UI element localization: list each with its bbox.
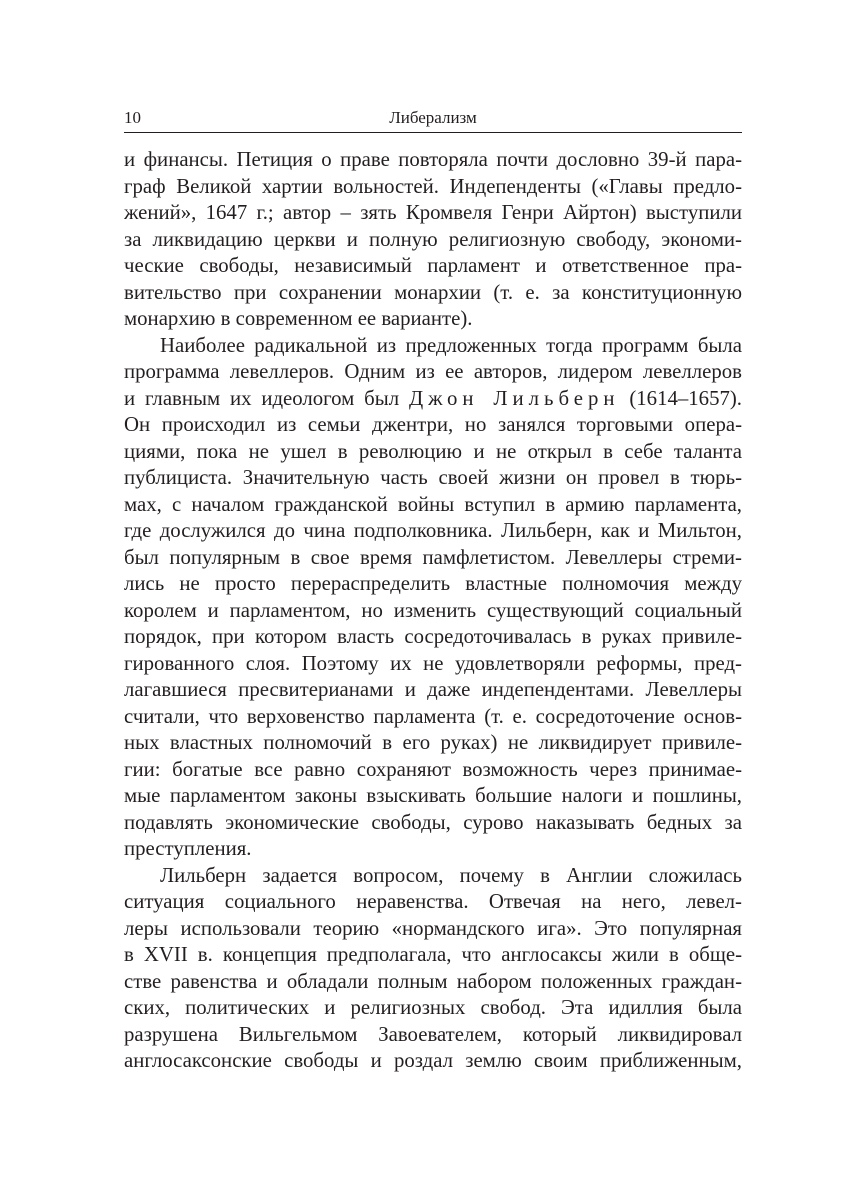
text-line: монархию в современном ее варианте). — [124, 307, 473, 330]
body-text — [124, 147, 742, 1075]
text-line: мах, с началом гражданской войны вступил в армию парламента, — [124, 492, 742, 516]
text-fragment: (1614–1657). — [629, 386, 742, 410]
text-line: был популярным в свое время памфлетистом. Левеллеры стреми- — [124, 545, 742, 569]
text-line: вительство при сохранении монархии (т. е. за конституционную — [124, 280, 742, 304]
text-line: Лильберн задается вопросом, почему в Англии сложилась — [160, 863, 742, 887]
text-line — [124, 386, 742, 413]
text-fragment: и главным их идеологом был — [124, 386, 400, 410]
text-line: ских, политических и религиозных свобод. Эта идиллия была — [124, 996, 742, 1019]
text-line: Наиболее радикальной из предложенных тогда программ была — [160, 333, 742, 357]
text-line: королем и парламентом, но изменить существующий социальный — [124, 598, 742, 622]
text-line: Он происходил из семьи джентри, но занялся торговыми опера- — [124, 413, 742, 436]
text-line: публициста. Значительную часть своей жизни он провел в тюрь- — [124, 466, 742, 489]
text-line: стве равенства и обладали полным набором положенных граждан- — [124, 969, 742, 993]
text-line: ных властных полномочий в его руках) не ликвидирует привиле- — [124, 731, 742, 754]
text-line: циями, пока не ушел в революцию и не открыл в себе таланта — [124, 439, 742, 463]
text-line: гированного слоя. Поэтому их не удовлетворяли реформы, пред- — [124, 651, 742, 675]
text-line: ческие свободы, независимый парламент и ответственное пра- — [124, 254, 742, 277]
emphasized-name: Джон Лильберн — [408, 386, 620, 410]
text-line: ситуация социального неравенства. Отвечая на него, левел- — [124, 890, 742, 913]
text-line: гии: богатые все равно сохраняют возможность через принимае- — [124, 757, 742, 781]
text-line: граф Великой хартии вольностей. Индепенденты («Главы предло- — [124, 174, 742, 198]
running-title: Либерализм — [389, 108, 477, 127]
text-line: лагавшиеся пресвитерианами и даже индепендентами. Левеллеры — [124, 678, 742, 701]
page-number: 10 — [124, 108, 141, 127]
text-line: жений», 1647 г.; автор – зять Кромвеля Генри Айртон) выступили — [124, 201, 742, 224]
text-line: и финансы. Петиция о праве повторяла почти дословно 39-й пара- — [124, 148, 742, 171]
text-line: программа левеллеров. Одним из ее авторов, лидером левеллеров — [124, 360, 742, 383]
text-line: в XVII в. концепция предполагала, что англосаксы жили в обще- — [124, 943, 742, 966]
text-line: разрушена Вильгельмом Завоевателем, который ликвидировал — [124, 1022, 742, 1046]
text-line: подавлять экономические свободы, сурово наказывать бедных за — [124, 810, 742, 834]
running-head — [124, 108, 742, 133]
text-line: порядок, при котором власть сосредоточивалась в руках привиле- — [124, 625, 742, 648]
text-line: англосаксонские свободы и роздал землю своим приближенным, — [124, 1049, 742, 1072]
text-line: леры использовали теорию «нормандского ига». Это популярная — [124, 916, 742, 940]
text-line: лись не просто перераспределить властные полномочия между — [124, 572, 742, 595]
text-line: считали, что верховенство парламента (т. е. сосредоточение основ- — [124, 704, 742, 728]
text-line: мые парламентом законы взыскивать большие налоги и пошлины, — [124, 784, 742, 807]
text-line: преступления. — [124, 837, 252, 860]
text-line: за ликвидацию церкви и полную религиозную свободу, экономи- — [124, 227, 742, 251]
text-line: где дослужился до чина подполковника. Лильберн, как и Мильтон, — [124, 519, 742, 542]
